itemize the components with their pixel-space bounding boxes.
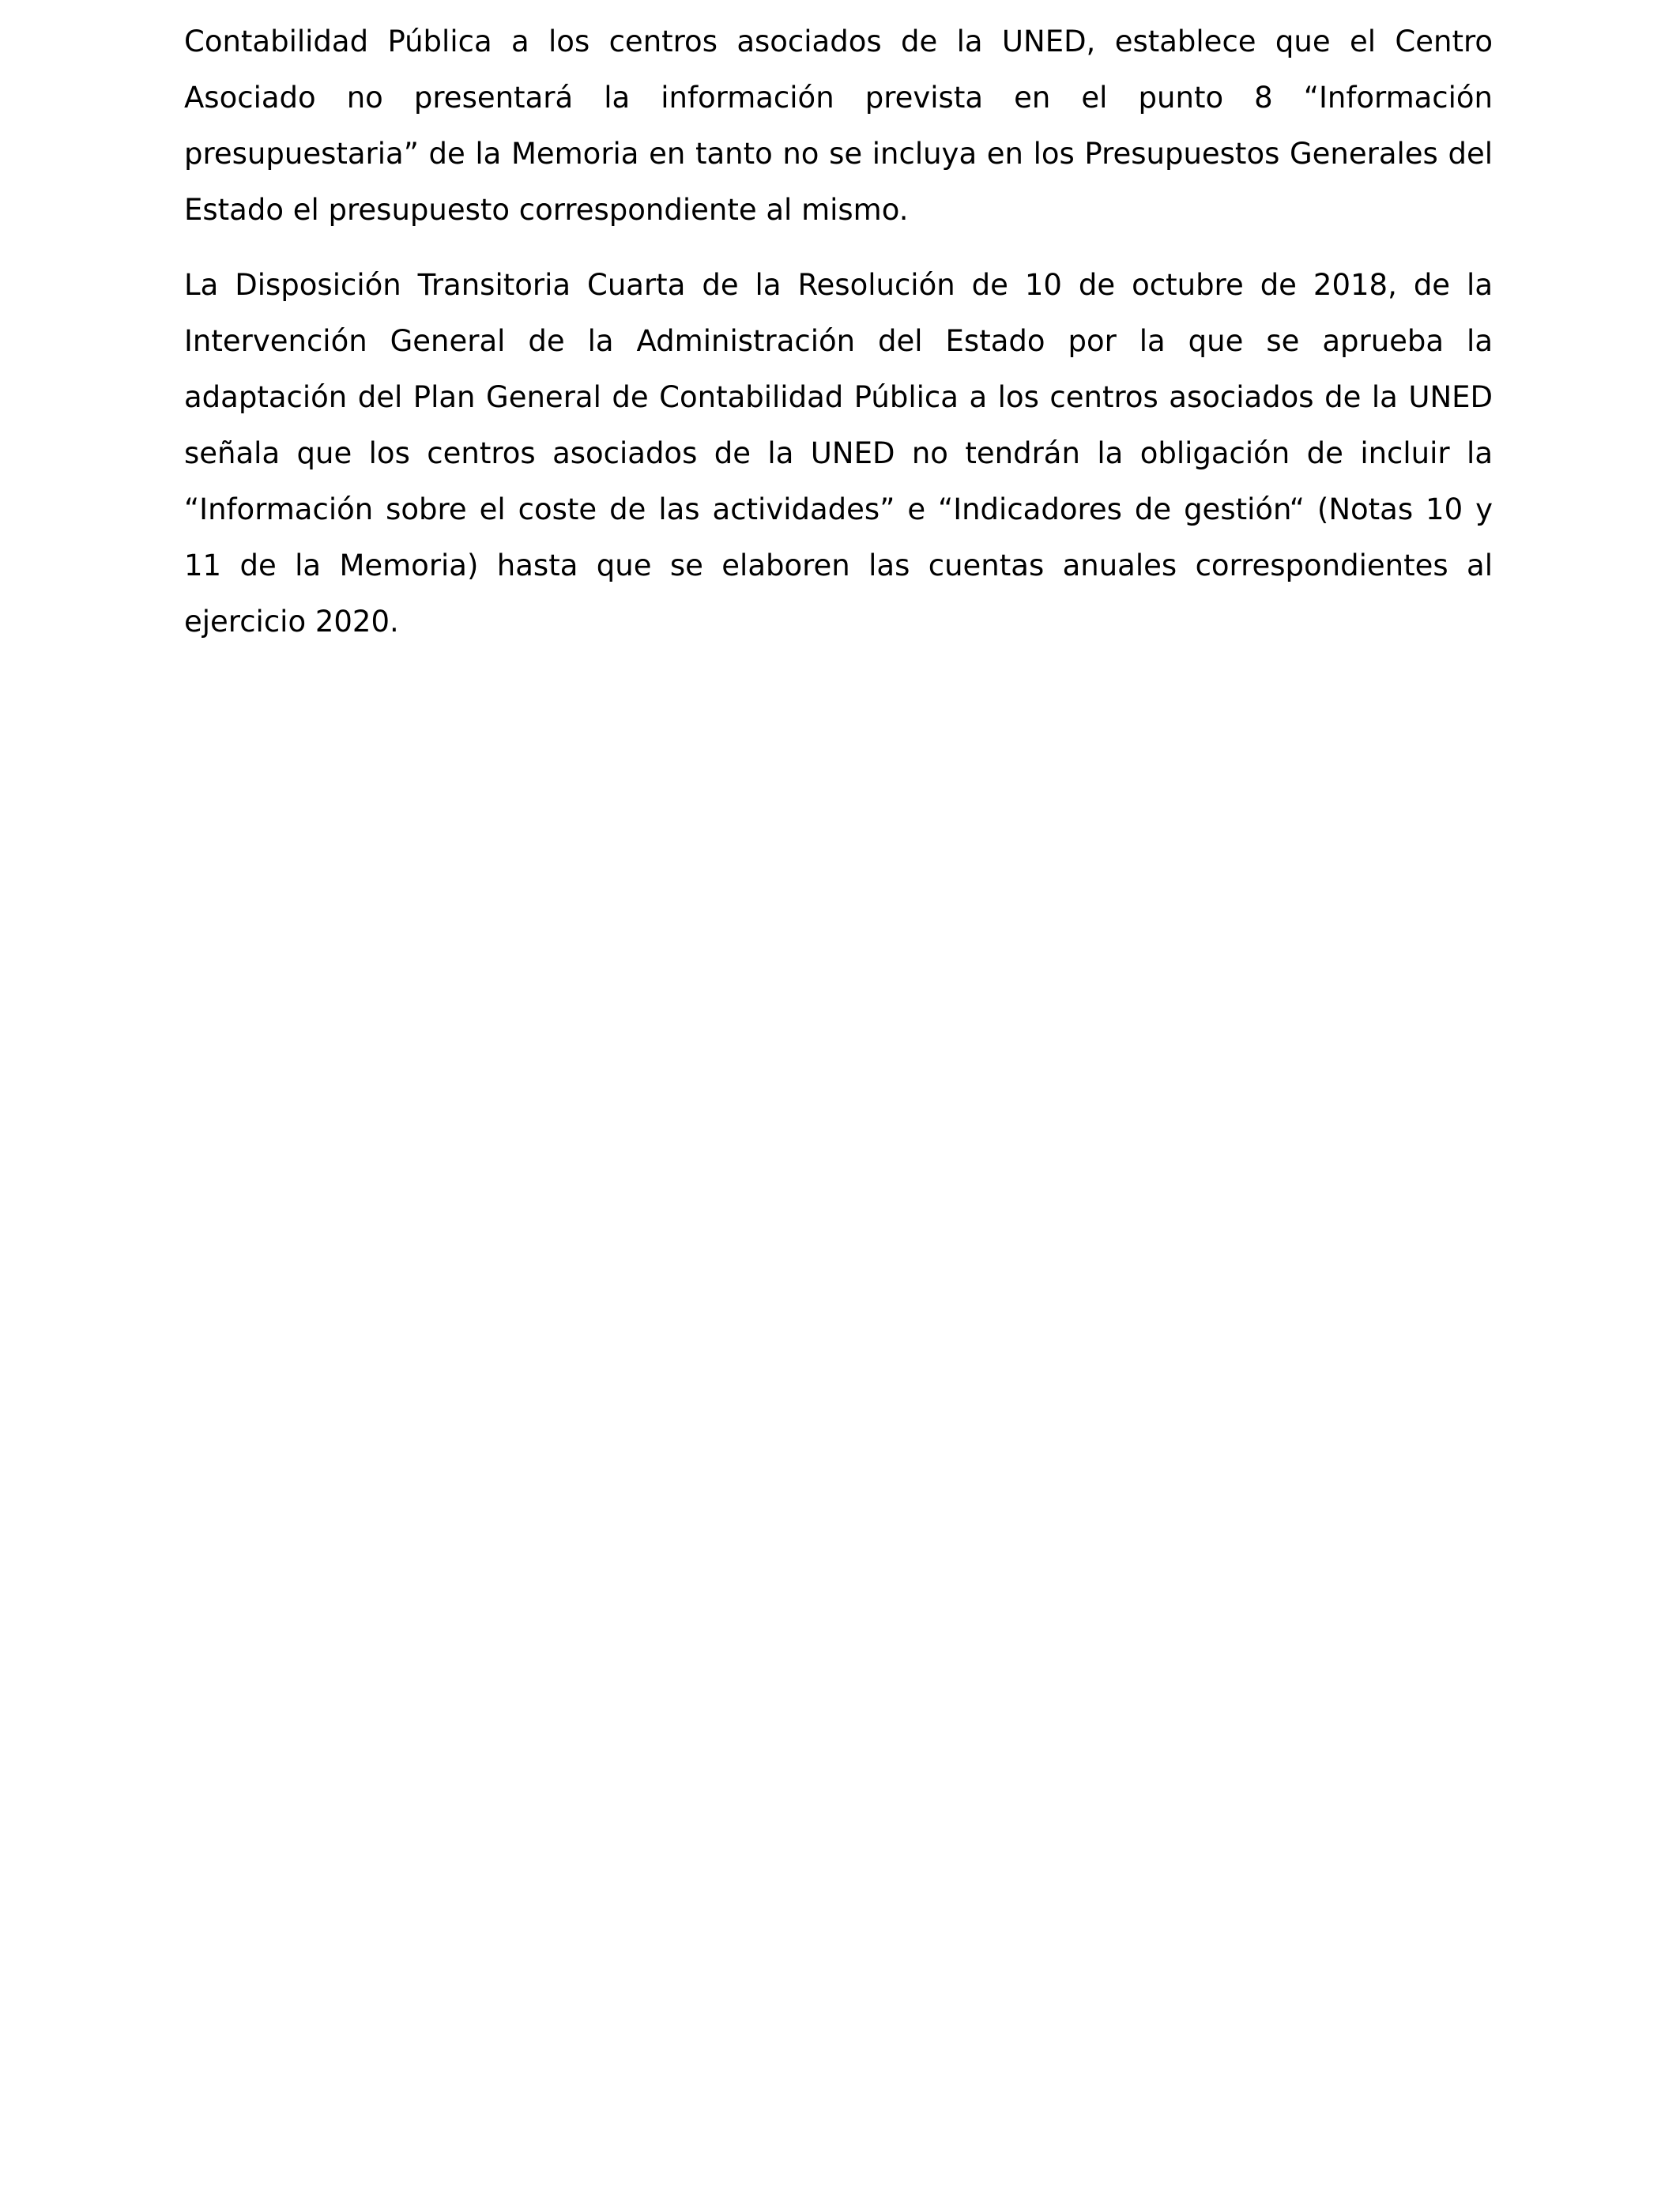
body-paragraph-1: Contabilidad Pública a los centros asociados de la UNED, establece que el Centro Asociado no presentará la información prevista en el punto 8 “Información presupuestaria” de la Memoria en tanto no se incluya en los Presupuestos Generales del Estado el presupuesto correspondiente al mismo. [184,25,1493,227]
body-paragraph-2: La Disposición Transitoria Cuarta de la Resolución de 10 de octubre de 2018, de la Intervención General de la Administración del Estado por la que se aprueba la adaptación del Plan General de Contabilidad Pública a los centros asociados de la UNED señala que los centros asociados de la UNED no tendrán la obligación de incluir la “Información sobre el coste de las actividades” e “Indicadores de gestión“ (Notas 10 y 11 de la Memoria) hasta que se elaboren las cuentas anuales correspondientes al ejercicio 2020. [184,268,1493,639]
document-body [184,13,1493,669]
